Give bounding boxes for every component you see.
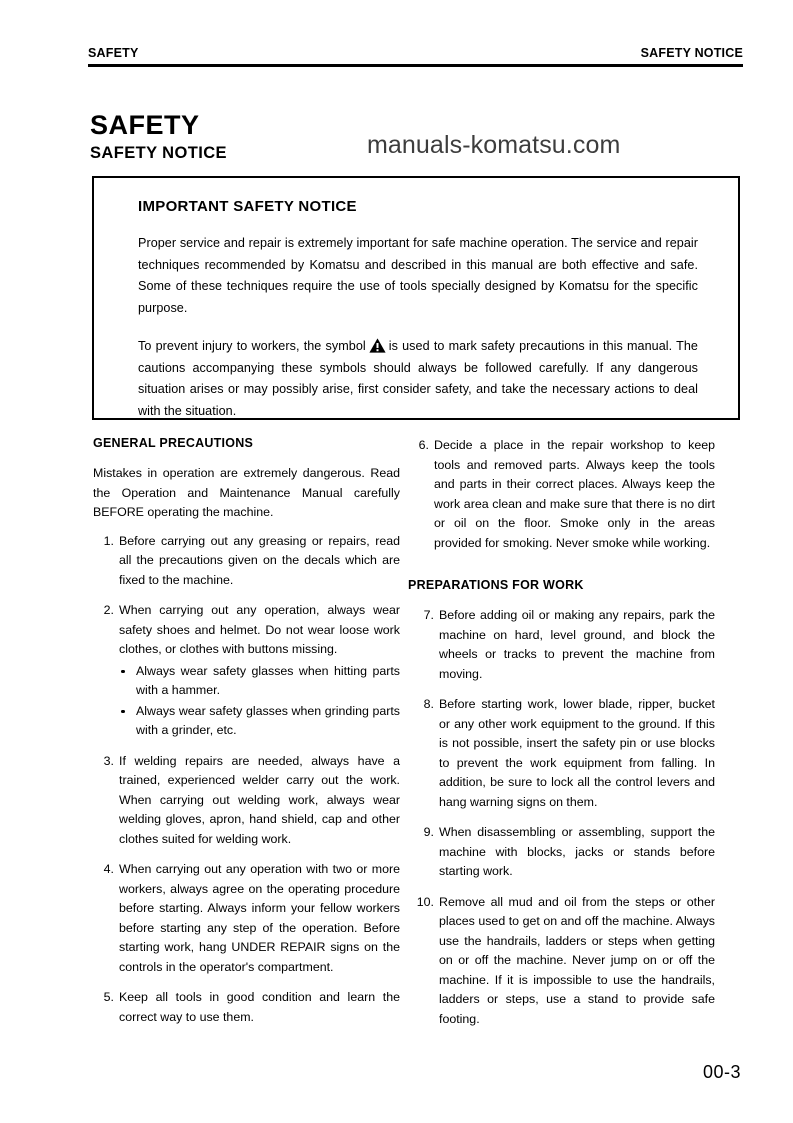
notice-content bbox=[138, 198, 698, 422]
section-heading-preparations-for-work: PREPARATIONS FOR WORK bbox=[408, 578, 584, 592]
notice-paragraph-2 bbox=[138, 336, 698, 422]
list-item bbox=[119, 662, 400, 701]
list-item bbox=[408, 606, 715, 684]
list-item bbox=[93, 601, 400, 741]
page-number: 00-3 bbox=[702, 1062, 741, 1082]
list-item bbox=[93, 988, 400, 1027]
list-item bbox=[93, 860, 400, 977]
notice-heading: IMPORTANT SAFETY NOTICE bbox=[138, 198, 357, 215]
list-item-number: 4. bbox=[103, 862, 114, 876]
list-item-text: When disassembling or assembling, support the machine with blocks, jacks or stands before starting work. bbox=[439, 825, 715, 878]
list-item bbox=[408, 893, 715, 1030]
general-precautions-list bbox=[93, 532, 400, 1028]
section-heading-general-precautions: GENERAL PRECAUTIONS bbox=[93, 436, 254, 450]
body-column-left bbox=[93, 436, 400, 1027]
running-header bbox=[88, 46, 743, 72]
running-header-left: SAFETY bbox=[88, 46, 139, 60]
list-item-number: 8. bbox=[423, 697, 434, 711]
list-item-number: 1. bbox=[103, 533, 114, 548]
list-item-number: 7. bbox=[423, 608, 434, 622]
general-precautions-list-continued bbox=[408, 436, 715, 553]
body-column-right bbox=[408, 436, 715, 1029]
list-item bbox=[119, 702, 400, 741]
list-item-number: 3. bbox=[103, 753, 114, 768]
list-item bbox=[408, 695, 715, 812]
general-precautions-intro: Mistakes in operation are extremely dangerous. Read the Operation and Maintenance Manual carefully BEFORE operating the machine. bbox=[93, 466, 400, 519]
warning-triangle-icon bbox=[369, 338, 386, 353]
sub-bullet-list bbox=[119, 662, 400, 741]
important-safety-notice-box bbox=[92, 176, 740, 420]
title-block bbox=[90, 110, 390, 163]
notice-paragraph-2-pre: To prevent injury to workers, the symbol bbox=[138, 339, 366, 353]
list-item bbox=[408, 823, 715, 882]
list-item-text: If welding repairs are needed, always have a trained, experienced welder carry out the work. When carrying out welding work, always wear welding gloves, apron, hand shield, cap and other clothes suited for welding work. bbox=[119, 753, 400, 846]
watermark-text: manuals-komatsu.com bbox=[367, 131, 621, 159]
list-item-text: Before carrying out any greasing or repairs, read all the precautions given on the decals which are fixed to the machine. bbox=[119, 533, 400, 587]
list-item-text: Before starting work, lower blade, ripper, bucket or any other work equipment to the ground. If this is not possible, insert the safety pin or use blocks to prevent the work equipment from falling. In addition, be sure to lock all the control levers and hang warning signs on them. bbox=[439, 697, 715, 809]
list-item-number: 5. bbox=[103, 990, 114, 1004]
page-title: SAFETY bbox=[90, 110, 200, 140]
list-item-text: Decide a place in the repair workshop to keep tools and removed parts. Always keep the tools and parts in their correct places. Always keep the work area clean and make sure that there is no dirt or oil on the floor. Smoke only in the areas provided for smoking. Never smoke while working. bbox=[434, 438, 715, 550]
list-item bbox=[93, 752, 400, 850]
preparations-for-work-list bbox=[408, 606, 715, 1029]
notice-paragraph-2-post: is used to mark safety precautions in this manual. The cautions accompanying these symbols should always be followed carefully. If any dangerous situation arises or may possibly arise, first consider safety, and take the necessary actions to deal with the situation. bbox=[138, 339, 698, 418]
list-item bbox=[408, 436, 715, 553]
list-item-number: 2. bbox=[103, 603, 114, 617]
bullet-dot-icon bbox=[121, 710, 125, 714]
list-item-text: Before adding oil or making any repairs, park the machine on hard, level ground, and block the wheels or tracks to prevent the machine from moving. bbox=[439, 608, 715, 681]
list-item-text: When carrying out any operation with two or more workers, always agree on the operating procedure before starting. Always inform your fellow workers before starting any step of the operation. Before starting work, hang UNDER REPAIR signs on the controls in the operator's compartment. bbox=[119, 862, 400, 974]
list-item-text: Remove all mud and oil from the steps or other places used to get on and off the machine. Always use the handrails, ladders or steps when getting on or off the machine. Never jump on or off the machine. If it is impossible to use the handrails, ladders or steps, use a stand to provide safe footing. bbox=[439, 894, 715, 1026]
header-rule bbox=[88, 64, 743, 67]
list-item-number: 6. bbox=[418, 438, 429, 452]
bullet-text: Always wear safety glasses when hitting parts with a hammer. bbox=[136, 663, 400, 697]
bullet-text: Always wear safety glasses when grinding parts with a grinder, etc. bbox=[136, 703, 400, 737]
list-item-text: When carrying out any operation, always wear safety shoes and helmet. Do not wear loose work clothes, or clothes with buttons missing. bbox=[119, 603, 400, 656]
running-header-right: SAFETY NOTICE bbox=[640, 46, 743, 60]
page-subtitle: SAFETY NOTICE bbox=[90, 144, 227, 162]
list-item-text: Keep all tools in good condition and learn the correct way to use them. bbox=[119, 990, 400, 1024]
notice-paragraph-1: Proper service and repair is extremely important for safe machine operation. The service and repair techniques recommended by Komatsu and described in this manual are both effective and safe. Some of these techniques require the use of tools specially designed by Komatsu for the specific purpose. bbox=[138, 236, 698, 315]
list-item-number: 10. bbox=[416, 894, 434, 909]
bullet-dot-icon bbox=[121, 670, 125, 674]
list-item bbox=[93, 532, 400, 591]
list-item-number: 9. bbox=[423, 825, 434, 839]
